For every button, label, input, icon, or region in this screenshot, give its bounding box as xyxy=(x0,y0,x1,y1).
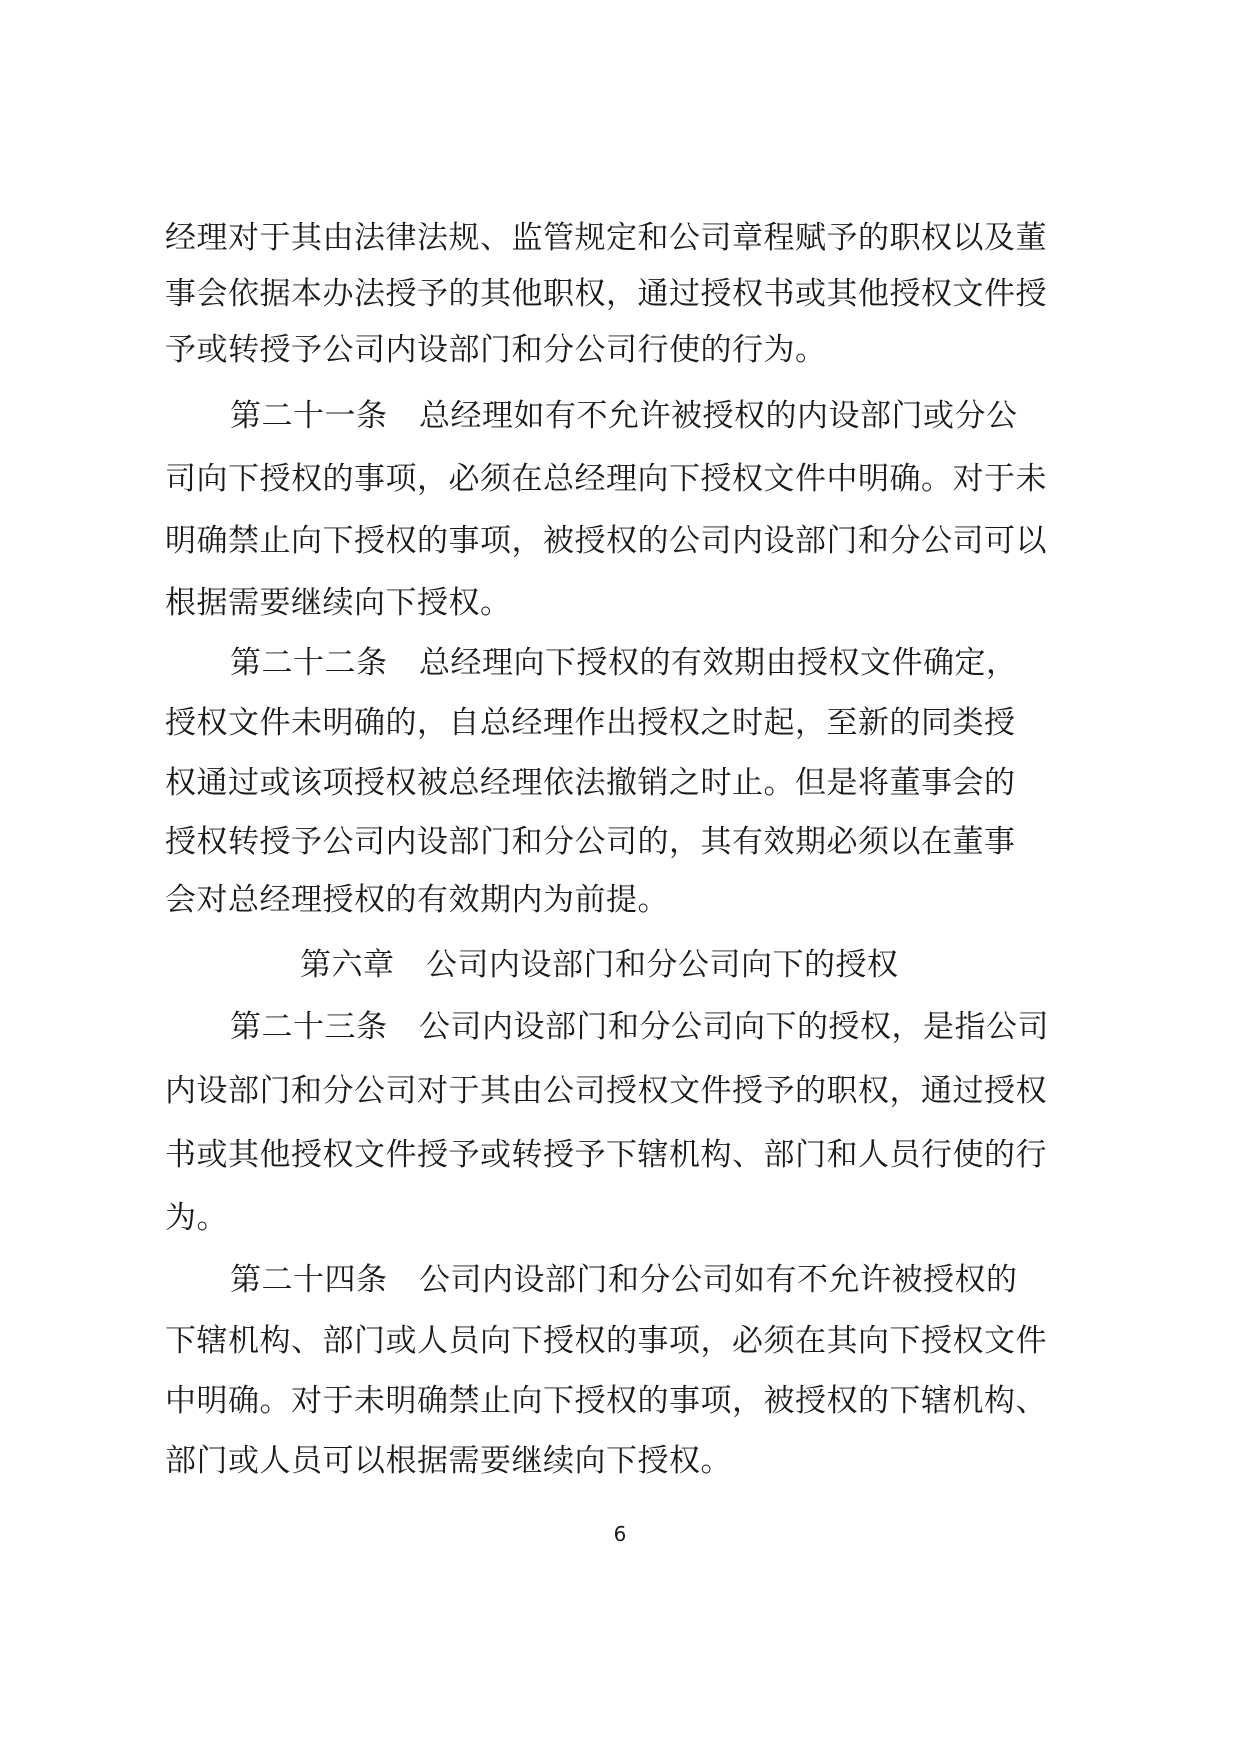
text-line: 授权转授予公司内设部门和分公司的，其有效期必须以在董事 xyxy=(165,824,1016,860)
article-24-heading-line: 第二十四条 公司内设部门和分公司如有不允许被授权的 xyxy=(230,1262,1018,1298)
text-line: 权通过或该项授权被总经理依法撤销之时止。但是将董事会的 xyxy=(165,765,1016,801)
text-line: 下辖机构、部门或人员向下授权的事项，必须在其向下授权文件 xyxy=(165,1323,1047,1359)
text-line: 内设部门和分公司对于其由公司授权文件授予的职权，通过授权 xyxy=(165,1073,1047,1109)
text-line: 会对总经理授权的有效期内为前提。 xyxy=(165,882,669,918)
text-line: 予或转授予公司内设部门和分公司行使的行为。 xyxy=(165,332,827,368)
article-21-heading-line: 第二十一条 总经理如有不允许被授权的内设部门或分公 xyxy=(230,398,1018,434)
article-22-heading-line: 第二十二条 总经理向下授权的有效期由授权文件确定， xyxy=(230,645,1018,681)
text-line: 授权文件未明确的，自总经理作出授权之时起，至新的同类授 xyxy=(165,705,1016,741)
article-23-heading-line: 第二十三条 公司内设部门和分公司向下的授权，是指公司 xyxy=(230,1009,1049,1045)
text-line: 司向下授权的事项，必须在总经理向下授权文件中明确。对于未 xyxy=(165,461,1047,497)
text-line: 为。 xyxy=(165,1200,228,1236)
text-line: 根据需要继续向下授权。 xyxy=(165,585,512,621)
text-line: 中明确。对于未明确禁止向下授权的事项，被授权的下辖机构、 xyxy=(165,1383,1047,1419)
page-number: 6 xyxy=(613,1522,627,1546)
text-line: 事会依据本办法授予的其他职权，通过授权书或其他授权文件授 xyxy=(165,276,1047,312)
text-line: 部门或人员可以根据需要继续向下授权。 xyxy=(165,1443,732,1479)
chapter-6-title: 第六章 公司内设部门和分公司向下的授权 xyxy=(300,947,899,983)
text-line: 书或其他授权文件授予或转授予下辖机构、部门和人员行使的行 xyxy=(165,1137,1047,1173)
text-line: 明确禁止向下授权的事项，被授权的公司内设部门和分公司可以 xyxy=(165,523,1047,559)
text-line: 经理对于其由法律法规、监管规定和公司章程赋予的职权以及董 xyxy=(165,220,1047,256)
